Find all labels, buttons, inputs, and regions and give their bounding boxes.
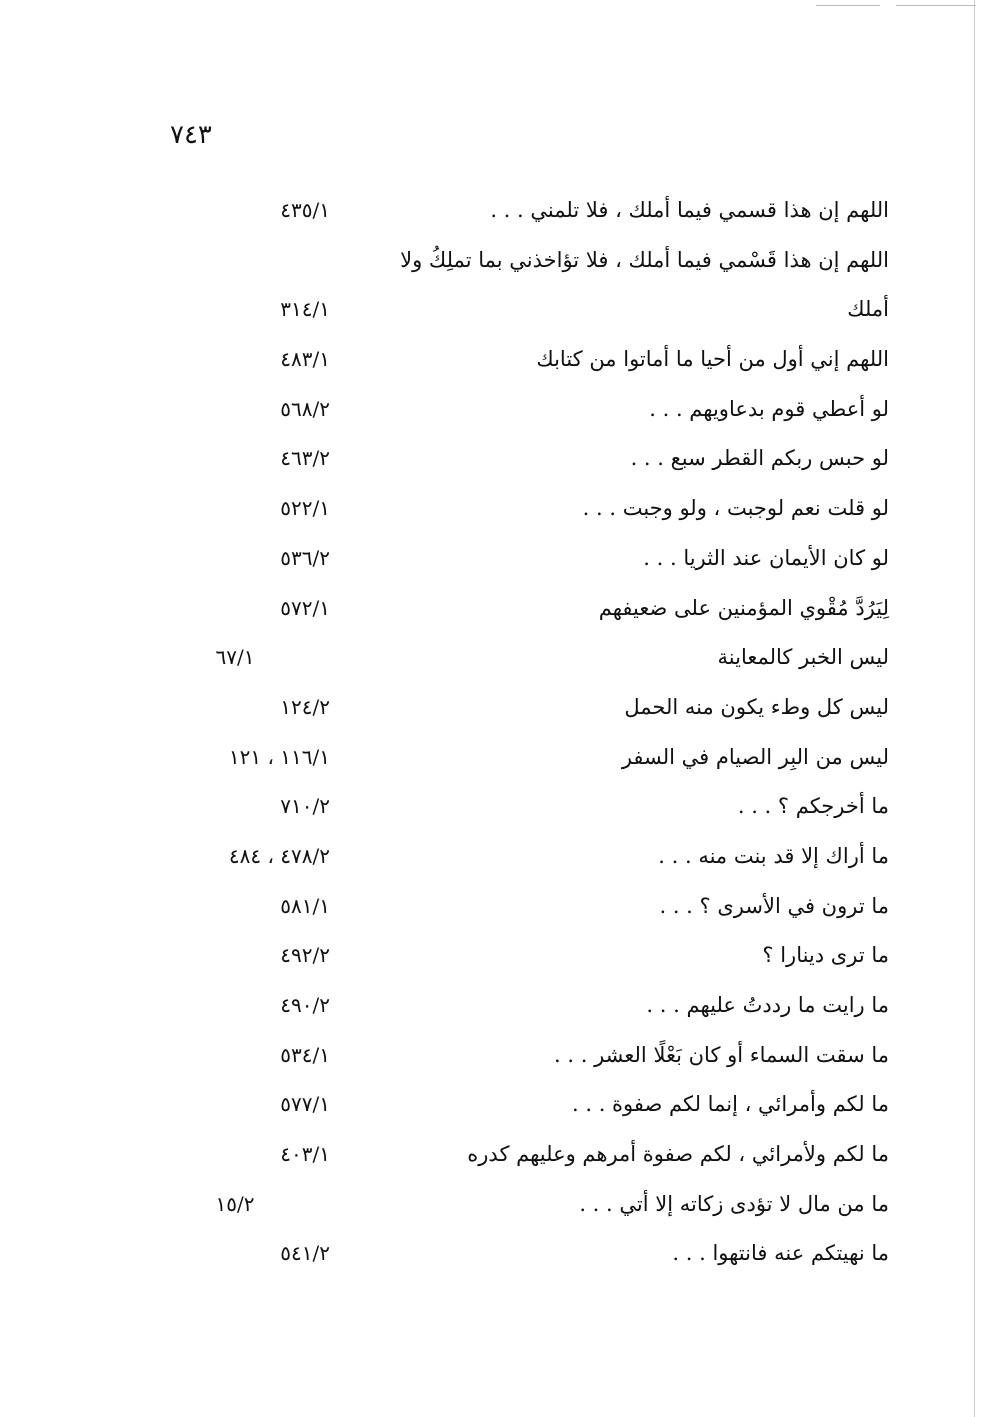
- entry-reference: ٥٧٧/١: [280, 1092, 330, 1117]
- index-entry: [0, 484, 981, 534]
- index-entry: [0, 683, 981, 733]
- entry-text: ما نهيتكم عنه فانتهوا . . .: [672, 1241, 889, 1266]
- entry-text: ما رايت ما رددتُ عليهم . . .: [646, 993, 889, 1017]
- entry-text: لو كان الأيمان عند الثريا . . .: [643, 545, 889, 570]
- entry-text: ليس كل وطء يكون منه الحمل: [624, 694, 889, 719]
- entry-reference: ٤٠٣/١: [280, 1142, 330, 1167]
- entry-reference: ٥٤١/٢: [280, 1241, 330, 1266]
- entry-reference: ١٥/٢: [215, 1191, 255, 1216]
- entry-text: ما من مال لا تؤدى زكاته إلا أتي . . .: [579, 1191, 889, 1216]
- index-entry: [0, 1031, 981, 1081]
- index-entry: [0, 186, 981, 236]
- entry-text: لو أعطي قوم بدعاويهم . . .: [649, 396, 889, 421]
- entry-reference: ٧١٠/٢: [280, 794, 330, 819]
- entry-text: ما ترون في الأسرى ؟ . . .: [659, 893, 889, 918]
- top-rule-left: [816, 5, 880, 6]
- index-entry: [0, 733, 981, 783]
- index-entry: [0, 633, 981, 683]
- entry-text: اللهم إن هذا قَسْمي فيما أملك ، فلا تؤاخذني بما تملِكُ ولا: [400, 247, 889, 272]
- entry-reference: ٣١٤/١: [280, 297, 330, 322]
- index-entry: [0, 1229, 981, 1279]
- index-entry: [0, 981, 981, 1031]
- index-entry: [0, 385, 981, 435]
- entry-text: ما لكم وأمرائي ، إنما لكم صفوة . . .: [572, 1092, 889, 1117]
- entry-reference: ٤٣٥/١: [280, 198, 330, 222]
- index-entry: [0, 434, 981, 484]
- index-entry: [0, 534, 981, 584]
- index-entry: [0, 832, 981, 882]
- entry-text: لو حبس ربكم القطر سبع . . .: [630, 446, 889, 471]
- index-entry: [0, 285, 981, 335]
- entry-reference: ٤٩٢/٢: [280, 943, 330, 968]
- entry-reference: ١٢٤/٢: [280, 694, 330, 719]
- entry-reference: ٥٣٦/٢: [280, 545, 330, 570]
- entry-text: ليس من البِر الصيام في السفر: [621, 744, 889, 769]
- index-entry: [0, 584, 981, 634]
- entry-text: ليس الخبر كالمعاينة: [717, 645, 889, 670]
- index-entry: [0, 782, 981, 832]
- entry-text: لِيَرُدَّ مُقْوي المؤمنين على ضعيفهم: [598, 595, 889, 620]
- entry-reference: ٤٩٠/٢: [280, 993, 330, 1017]
- index-entry: [0, 931, 981, 981]
- index-entry: [0, 1130, 981, 1180]
- index-entry: [0, 1080, 981, 1130]
- entry-reference: ٤٦٣/٢: [280, 446, 330, 471]
- index-entry: [0, 882, 981, 932]
- entry-reference: ٥٨١/١: [280, 893, 330, 918]
- index-entry: [0, 236, 981, 286]
- entry-reference: ١١٦/١ ، ١٢١: [228, 744, 330, 769]
- entry-text: اللهم إن هذا قسمي فيما أملك ، فلا تلمني . . .: [490, 198, 889, 222]
- entry-text: ما أخرجكم ؟ . . .: [737, 794, 889, 819]
- entry-text: ما لكم ولأمرائي ، لكم صفوة أمرهم وعليهم كدره: [467, 1142, 889, 1167]
- entry-text: اللهم إني أول من أحيا ما أماتوا من كتابك: [536, 347, 889, 372]
- top-rule-right: [896, 5, 976, 6]
- entry-text: لو قلت نعم لوجبت ، ولو وجبت . . .: [582, 496, 889, 521]
- entry-text: ما سقت السماء أو كان بَعْلًا العشر . . .: [554, 1042, 889, 1067]
- entry-reference: ٥٢٢/١: [280, 496, 330, 521]
- entry-text: ما ترى دينارا ؟: [762, 943, 889, 968]
- entry-reference: ٦٧/١: [215, 645, 255, 670]
- entry-reference: ٥٧٢/١: [280, 595, 330, 620]
- entry-reference: ٤٨٣/١: [280, 347, 330, 372]
- hadith-index-list: [0, 186, 981, 1279]
- entry-reference: ٤٧٨/٢ ، ٤٨٤: [228, 843, 330, 868]
- index-entry: [0, 335, 981, 385]
- entry-reference: ٥٣٤/١: [280, 1042, 330, 1067]
- entry-text: ما أراك إلا قد بنت منه . . .: [658, 843, 889, 868]
- entry-text: أملك: [847, 297, 889, 322]
- index-entry: [0, 1180, 981, 1230]
- page-number: ٧٤٣: [170, 120, 212, 150]
- entry-reference: ٥٦٨/٢: [280, 396, 330, 421]
